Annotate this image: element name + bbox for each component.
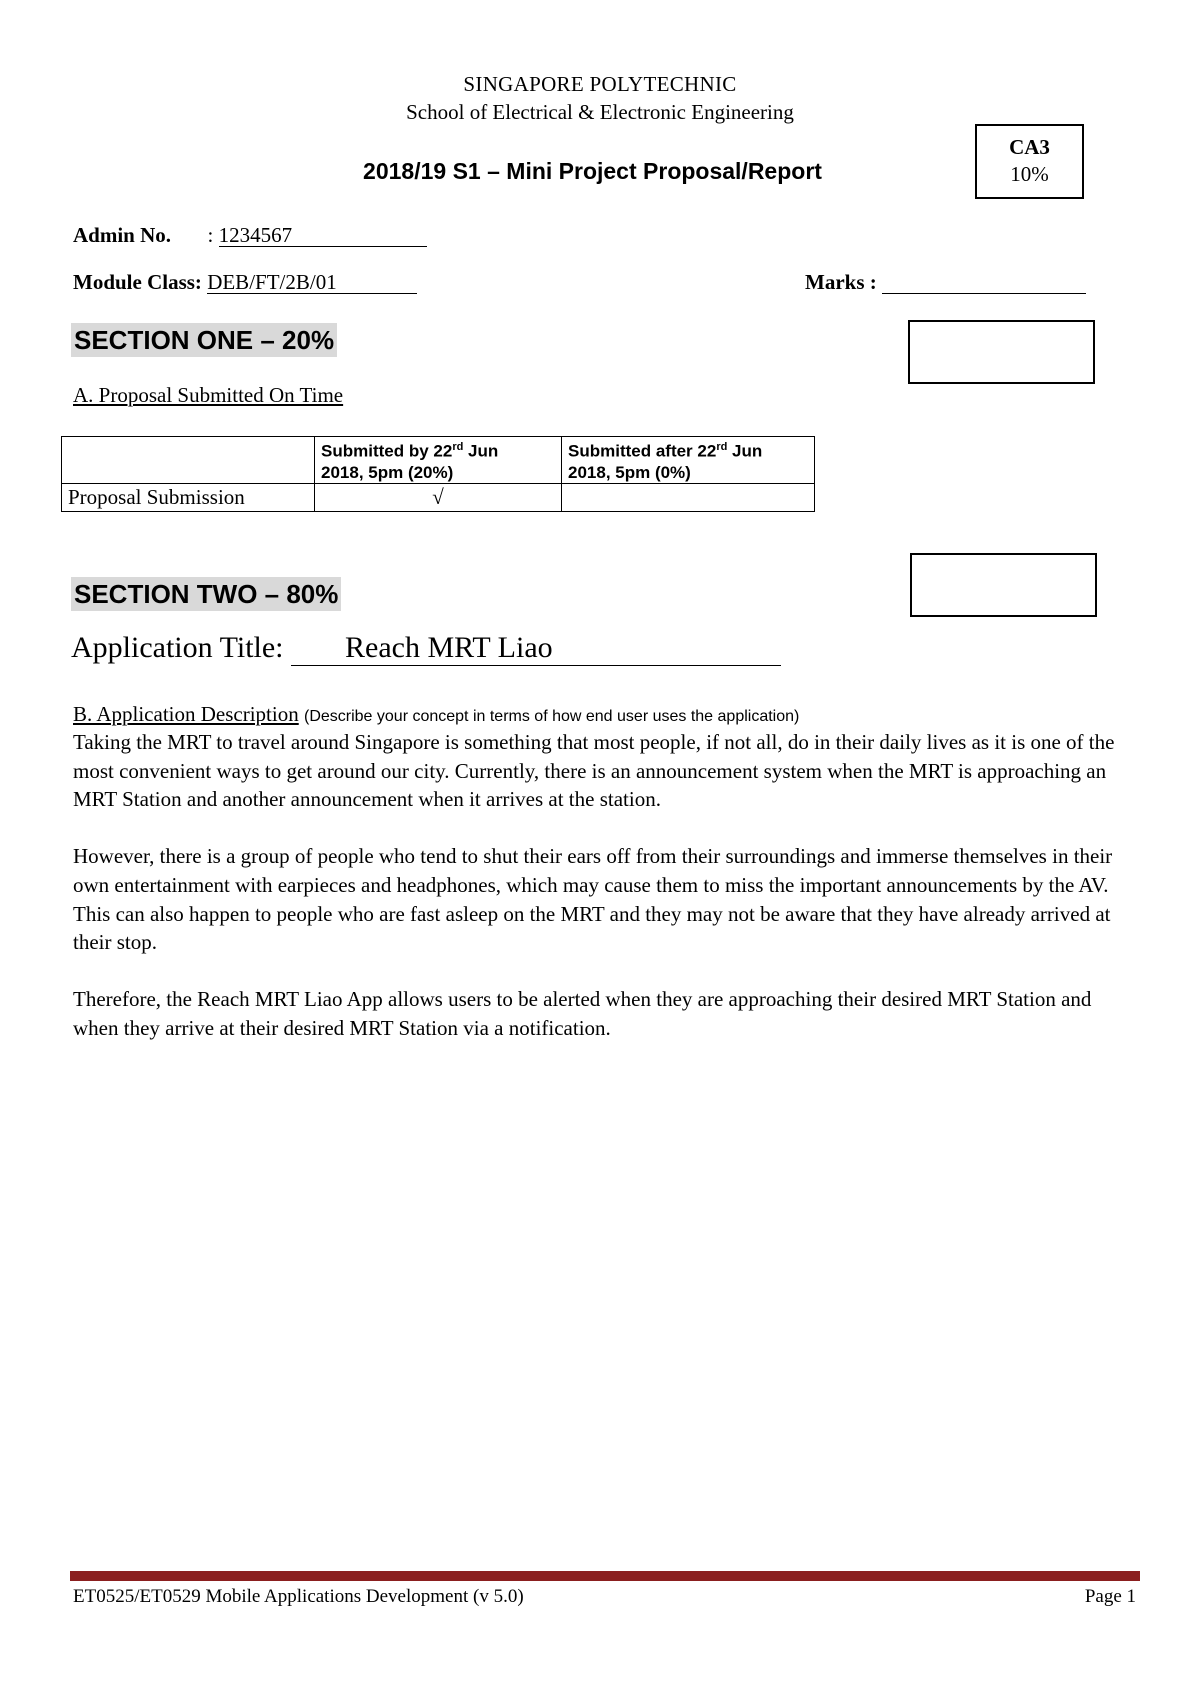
admin-no-value: 1234567 bbox=[219, 224, 427, 247]
section-two-marks-box bbox=[910, 553, 1097, 617]
marks-field bbox=[805, 270, 1086, 295]
table-row bbox=[62, 483, 815, 511]
description-paragraph: Taking the MRT to travel around Singapore is something that most people, if not all, do in their daily lives as it is one of the most convenient ways to get around our city. Currently, there is an announcement system when the MRT is approaching an MRT Station and another announcement when it arrives at the station. bbox=[73, 730, 1115, 812]
header-on-time-line2: 2018, 5pm (20%) bbox=[321, 462, 454, 482]
table-empty-cell bbox=[62, 437, 315, 484]
header-late-line2: 2018, 5pm (0%) bbox=[568, 462, 691, 482]
application-title-field bbox=[71, 631, 781, 666]
table-header-late bbox=[562, 437, 815, 484]
description-note: (Describe your concept in terms of how end user uses the application) bbox=[303, 708, 800, 725]
admin-no-separator: : bbox=[207, 223, 214, 247]
table-header-row bbox=[62, 437, 815, 484]
table-check-on-time: √ bbox=[315, 483, 562, 511]
table-row-label: Proposal Submission bbox=[62, 483, 315, 511]
table-check-late bbox=[562, 483, 815, 511]
application-title-value: Reach MRT Liao bbox=[291, 631, 781, 666]
header-on-time-line1: Submitted by 22rd Jun bbox=[321, 441, 499, 461]
table-header-on-time bbox=[315, 437, 562, 484]
description-paragraph: However, there is a group of people who tend to shut their ears off from their surroundings and immerse themselves in their own entertainment with earpieces and headphones, which may cause them to miss the important announcements by the AV. This can also happen to people who are fast asleep on the MRT and they may not be aware that they have already arrived at their stop. bbox=[73, 844, 1113, 955]
ca-weight-box bbox=[975, 124, 1084, 199]
module-class-field bbox=[73, 270, 417, 295]
section-one-marks-box bbox=[908, 320, 1095, 384]
section-two-heading: SECTION TWO – 80% bbox=[71, 577, 341, 611]
ca-weight: 10% bbox=[1010, 162, 1049, 186]
section-one-heading: SECTION ONE – 20% bbox=[71, 323, 337, 357]
section-one-subheading: A. Proposal Submitted On Time bbox=[73, 383, 344, 407]
document-title: 2018/19 S1 – Mini Project Proposal/Report bbox=[363, 158, 822, 184]
footer-module-text: ET0525/ET0529 Mobile Applications Development (v 5.0) bbox=[73, 1586, 524, 1607]
marks-blank bbox=[882, 271, 1086, 294]
module-class-label: Module Class: bbox=[73, 270, 202, 294]
admin-no-label: Admin No. bbox=[73, 223, 172, 247]
ca-label: CA3 bbox=[1009, 135, 1050, 159]
institution-name: SINGAPORE POLYTECHNIC bbox=[463, 72, 737, 96]
description-body bbox=[73, 728, 1123, 1071]
description-heading-line bbox=[73, 702, 799, 727]
description-paragraph: Therefore, the Reach MRT Liao App allows users to be alerted when they are approaching their desired MRT Station and when they arrive at their desired MRT Station via a notification. bbox=[73, 987, 1092, 1040]
description-heading: B. Application Description bbox=[73, 702, 299, 726]
application-title-label: Application Title: bbox=[71, 631, 284, 664]
footer-page-number: Page 1 bbox=[1084, 1586, 1136, 1607]
school-name: School of Electrical & Electronic Engineering bbox=[406, 100, 794, 124]
module-class-value: DEB/FT/2B/01 bbox=[207, 271, 417, 294]
marks-label: Marks : bbox=[805, 270, 877, 294]
footer-divider bbox=[70, 1571, 1140, 1581]
header-late-line1: Submitted after 22rd Jun bbox=[568, 441, 763, 461]
admin-no-field bbox=[73, 223, 427, 248]
submission-table bbox=[61, 436, 815, 512]
